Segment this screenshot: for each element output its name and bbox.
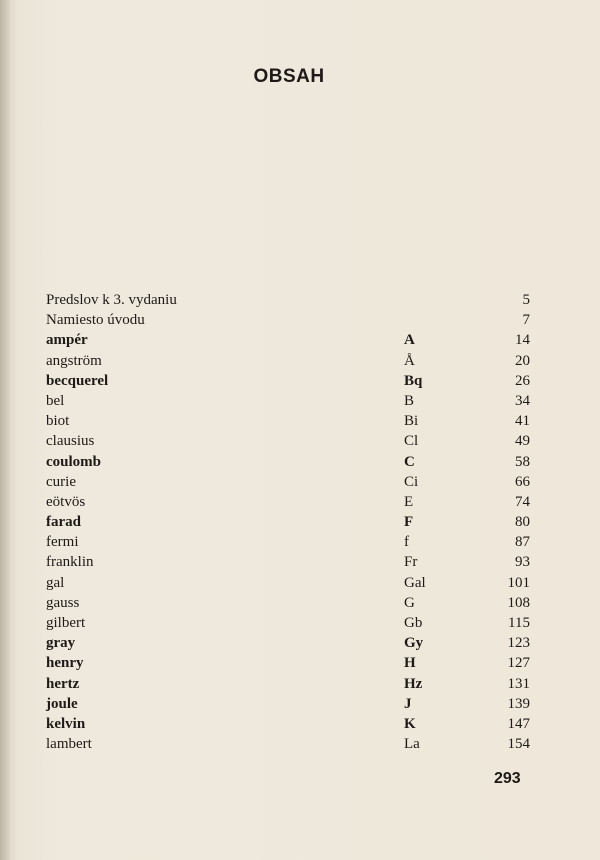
toc-entry — [46, 391, 530, 411]
toc-entry-name: hertz — [46, 675, 80, 692]
toc-entry-symbol: C — [404, 453, 415, 470]
toc-entry-page: 87 — [515, 534, 530, 551]
toc-entry-page: 5 — [522, 292, 530, 308]
toc-entry-page: 93 — [515, 554, 530, 571]
toc-entry — [46, 552, 530, 572]
toc-entry-symbol: Å — [404, 352, 415, 369]
toc-entry-page: 154 — [507, 736, 530, 753]
toc-entry-symbol: G — [404, 594, 415, 611]
toc-entry-page: 58 — [515, 453, 530, 470]
toc-entry-page: 139 — [507, 695, 530, 712]
toc-entry-page: 34 — [515, 392, 530, 409]
toc-entry-page: 66 — [515, 473, 530, 490]
toc-entry-name: lambert — [46, 736, 92, 753]
toc-entry — [46, 674, 530, 694]
toc-entry — [46, 310, 530, 330]
toc-entry-page: 108 — [507, 594, 530, 611]
toc-entry-page: 41 — [515, 413, 530, 430]
page-number: 293 — [494, 770, 521, 787]
toc-entry-name: curie — [46, 473, 76, 490]
toc-entry-symbol: K — [404, 715, 416, 732]
toc-entry-name: gilbert — [46, 615, 86, 631]
toc-entry-symbol: Ci — [404, 473, 419, 490]
toc-entry-name: ampér — [46, 332, 88, 349]
toc-entry — [46, 633, 530, 653]
toc-entry-name: gray — [46, 635, 76, 652]
toc-entry — [46, 613, 530, 633]
toc-entry-symbol: Gal — [404, 574, 426, 591]
toc-entry-page: 26 — [515, 372, 530, 389]
toc-entry-name: angström — [46, 352, 102, 369]
toc-entry-name: farad — [46, 514, 81, 531]
toc-entry-symbol: J — [404, 695, 412, 712]
toc-entry-name: franklin — [46, 554, 94, 571]
toc-entry-name: kelvin — [46, 715, 86, 732]
toc-entry-name: eötvös — [46, 493, 86, 510]
toc-entry-name: gauss — [46, 594, 80, 611]
toc-entry-symbol: E — [404, 493, 414, 510]
toc-entry-symbol: f — [404, 534, 409, 551]
toc-entry-symbol: La — [404, 736, 420, 753]
toc-entry-page: 49 — [515, 433, 530, 450]
toc-entry-page: 115 — [508, 615, 530, 631]
toc-entry-name: joule — [46, 695, 78, 712]
toc-entry — [46, 411, 530, 431]
toc-entry — [46, 512, 530, 532]
toc-entry-name: coulomb — [46, 453, 102, 470]
toc-entry-symbol: Bq — [404, 372, 423, 389]
toc-entry-symbol: Cl — [404, 433, 419, 450]
toc-entry-name: Namiesto úvodu — [46, 312, 145, 329]
toc-entry — [46, 492, 530, 512]
toc-entry — [46, 371, 530, 391]
toc-entry — [46, 452, 530, 472]
toc-entry — [46, 573, 530, 593]
toc-entry-page: 147 — [507, 715, 530, 732]
toc-entry-name: clausius — [46, 433, 95, 450]
toc-entry-symbol: Fr — [404, 554, 418, 571]
toc-entry-name: fermi — [46, 534, 79, 551]
toc-entry-name: Predslov k 3. vydaniu — [46, 292, 177, 308]
toc-entry-page: 101 — [507, 574, 530, 591]
book-spine-shadow — [0, 0, 10, 860]
toc-entry-page: 14 — [515, 332, 530, 349]
toc-entry-page: 20 — [515, 352, 530, 369]
toc-entry — [46, 694, 530, 714]
toc-entry-symbol: Gy — [404, 635, 424, 652]
toc-entry-symbol: Bi — [404, 413, 419, 430]
toc-entry — [46, 431, 530, 451]
toc-entry-symbol: Hz — [404, 675, 423, 692]
toc-entry-name: henry — [46, 655, 84, 672]
toc-entry-name: gal — [46, 574, 65, 591]
toc-entry-page: 7 — [522, 312, 530, 329]
toc-entry — [46, 593, 530, 613]
toc-entry-page: 74 — [515, 493, 530, 510]
toc-entry-symbol: F — [404, 514, 414, 531]
toc-entry-symbol: H — [404, 655, 416, 672]
toc-entry-symbol: Gb — [404, 615, 423, 631]
toc-entry-name: becquerel — [46, 372, 109, 389]
toc-entry-name: bel — [46, 392, 65, 409]
toc-entry — [46, 734, 530, 754]
toc-entry-symbol: A — [404, 332, 415, 349]
toc-entry-page: 80 — [515, 514, 530, 531]
page-title-text: OBSAH — [253, 66, 325, 87]
table-of-contents — [46, 290, 530, 754]
toc-entry-name: biot — [46, 413, 70, 430]
toc-entry — [46, 351, 530, 371]
toc-entry — [46, 532, 530, 552]
toc-entry — [46, 653, 530, 673]
toc-entry-page: 131 — [507, 675, 530, 692]
page-title — [0, 66, 600, 88]
toc-entry — [46, 330, 530, 350]
toc-entry — [46, 472, 530, 492]
toc-entry-page: 123 — [507, 635, 530, 652]
toc-entry-page: 127 — [507, 655, 530, 672]
toc-entry-symbol: B — [404, 392, 415, 409]
toc-entry — [46, 714, 530, 734]
toc-entry — [46, 290, 530, 310]
